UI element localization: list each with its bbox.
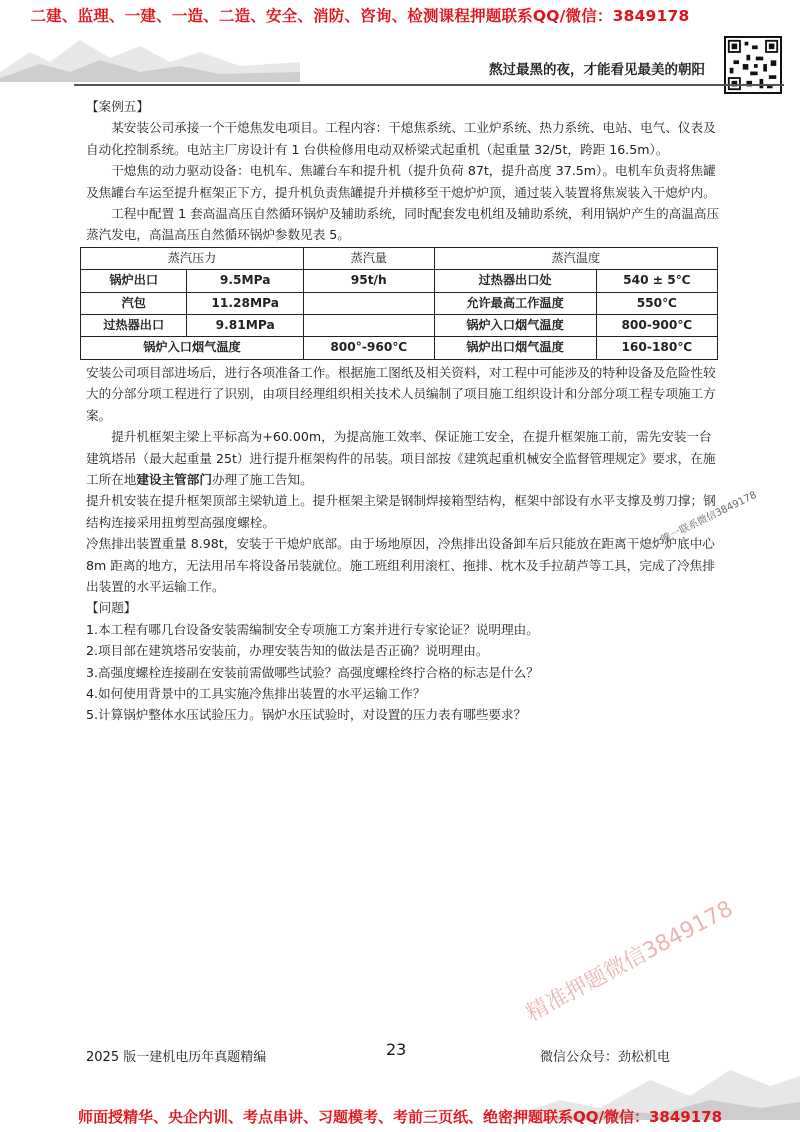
paragraph-text: 办理了施工告知。: [211, 471, 313, 487]
table-row: [81, 270, 718, 292]
table-cell: 过热器出口: [81, 315, 187, 337]
table-cell: 800°-960℃: [303, 337, 434, 359]
case-paragraph: 冷焦排出装置重量 8.98t，安装于干熄炉底部。由于场地原因，冷焦排出设备卸车后只能放在距离干熄炉炉底中心 8m 距离的地方，无法用吊车将设备吊装就位。施工班组利用滚杠、拖排、枕木及手拉葫芦等工具，完成了冷焦排出装置的水平运输工作。: [86, 536, 715, 594]
table-cell: 540 ± 5℃: [596, 270, 717, 292]
questions-title: 【问题】: [86, 600, 137, 616]
table-cell: [303, 315, 434, 337]
footer-wechat: 微信公众号：劲松机电: [540, 1050, 671, 1065]
table-cell: 95t/h: [303, 270, 434, 292]
case-content: [86, 96, 722, 726]
top-contact-banner: 二建、监理、一建、一造、二造、安全、消防、咨询、检测课程押题联系QQ/微信：3849178: [30, 7, 690, 25]
case-paragraph: [86, 426, 722, 490]
emphasis-text: 建设主管部门: [136, 471, 212, 487]
table-cell: 9.5MPa: [187, 270, 303, 292]
question-item: 4.如何使用背景中的工具实施冷焦排出装置的水平运输工作？: [86, 685, 426, 701]
table-cell: 锅炉出口烟气温度: [434, 337, 596, 359]
bottom-contact-banner: 师面授精华、央企内训、考点串讲、习题模考、考前三页纸、绝密押题联系QQ/微信：3849178: [77, 1108, 723, 1126]
paragraph-text: 提升机框架主梁上平标高为+60.00m，为提高施工效率、保证施工安全，在提升框架施工前，需先安装一台建筑塔吊（最大起重量 25t）进行提升框架构件的吊装。项目部按《建筑起重机械安全监督管理规定》要求，在施工所在地: [86, 429, 716, 487]
table-cell: [303, 292, 434, 314]
table-cell: 过热器出口处: [434, 270, 596, 292]
question-item: 5.计算锅炉整体水压试验压力。锅炉水压试验时，对设置的压力表有哪些要求？: [86, 707, 527, 723]
ink-mountain-decoration: [0, 22, 300, 82]
question-item: 1.本工程有哪几台设备安装需编制安全专项施工方案并进行专家论证？说明理由。: [86, 621, 539, 637]
table-cell: 800-900℃: [596, 315, 717, 337]
diagonal-watermark: 精准押题微信3849178: [522, 896, 738, 1027]
question-item: 2.项目部在建筑塔吊安装前，办理安装告知的做法是否正确？说明理由。: [86, 643, 489, 659]
table-cell: 160-180℃: [596, 337, 717, 359]
table-cell: 11.28MPa: [187, 292, 303, 314]
header-divider: [74, 84, 784, 86]
question-item: 3.高强度螺栓连接副在安装前需做哪些试验？高强度螺栓终拧合格的标志是什么？: [86, 664, 539, 680]
table-cell: 550℃: [596, 292, 717, 314]
table-row: [81, 315, 718, 337]
case-paragraph: 干熄焦的动力驱动设备：电机车、焦罐台车和提升机（提升负荷 87t，提升高度 37.5m）。电机车负责将焦罐及焦罐台车运至提升框架正下方，提升机负责焦罐提升并横移至干熄炉炉顶，通过装入装置将焦炭装入干熄炉内。: [86, 163, 716, 200]
table-cell: 锅炉出口: [81, 270, 187, 292]
table-cell: 锅炉入口烟气温度: [81, 337, 304, 359]
table-cell: 9.81MPa: [187, 315, 303, 337]
table-header-row: [81, 247, 718, 269]
case-paragraph: 工程中配置 1 套高温高压自然循环锅炉及辅助系统，同时配套发电机组及辅助系统，利用锅炉产生的高温高压蒸汽发电，高温高压自然循环锅炉参数见表 5。: [86, 206, 720, 243]
page-number: 23: [386, 1040, 407, 1059]
table-cell: 汽包: [81, 292, 187, 314]
table-row: [81, 337, 718, 359]
footer-book-title: 2025 版一建机电历年真题精编: [86, 1050, 267, 1065]
case-title: 【案例五】: [86, 99, 149, 114]
table-row: [81, 292, 718, 314]
header-slogan: 熬过最黑的夜，才能看见最美的朝阳: [489, 62, 705, 78]
table-header-cell: 蒸汽温度: [434, 247, 717, 269]
table-cell: 允许最高工作温度: [434, 292, 596, 314]
side-watermark: 唯一联系微信3849178: [659, 489, 759, 546]
case-paragraph: 安装公司项目部进场后，进行各项准备工作。根据施工图纸及相关资料，对工程中可能涉及的特种设备及危险性较大的分部分项工程进行了识别，由项目经理组织相关技术人员编制了项目施工组织设计和分部分项工程专项施工方案。: [86, 364, 716, 423]
boiler-parameter-table: [80, 247, 718, 360]
case-paragraph: 提升机安装在提升框架顶部主梁轨道上。提升框架主梁是钢制焊接箱型结构，框架中部设有水平支撑及剪刀撑；钢结构连接采用扭剪型高强度螺栓。: [86, 493, 716, 530]
case-paragraph: 某安装公司承接一个干熄焦发电项目。工程内容：干熄焦系统、工业炉系统、热力系统、电站、电气、仪表及自动化控制系统。电站主厂房设计有 1 台供检修用电动双桥梁式起重机（起重量 32/5t，跨距 16.5m）。: [86, 120, 716, 157]
table-header-cell: 蒸汽压力: [81, 247, 304, 269]
table-cell: 锅炉入口烟气温度: [434, 315, 596, 337]
table-header-cell: 蒸汽量: [303, 247, 434, 269]
